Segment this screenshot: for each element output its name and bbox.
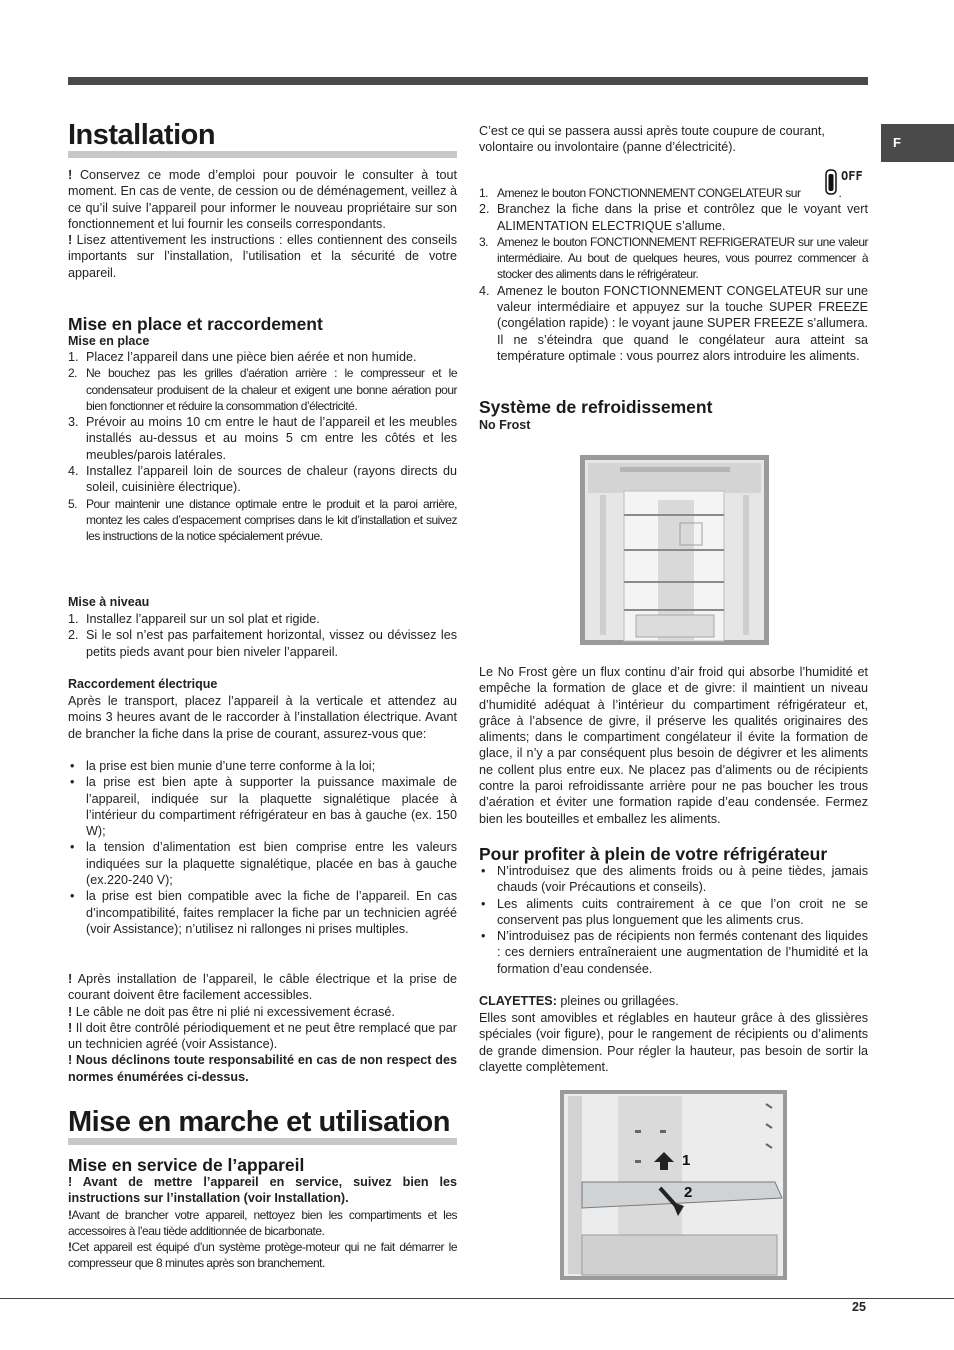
startup-continued: C’est ce qui se passera aussi après toute coupure de courant, volontaire ou involontaire (panne d’électricité). (479, 124, 825, 155)
header-rule (68, 77, 868, 85)
warning-para: ! Il doit être contrôlé périodiquement et ne peut être remplacé que par un technicien agréé (voir Assistance). (68, 1020, 457, 1052)
warning-para: ! Le câble ne doit pas être ni plié ni excessivement écrasé. (68, 1004, 395, 1019)
list-item: 1. Placez l’appareil dans une pièce bien aérée et non humide. (68, 350, 417, 364)
list-item: • Les aliments cuits contrairement à ce que l’on croit ne se conservent pas plus longuement que les aliments crus. (481, 896, 868, 927)
cooling-heading: Système de refroidissement (479, 397, 713, 417)
figure-label-1: 1 (682, 1152, 691, 1169)
startup-paras (68, 1174, 457, 1272)
list-item: • la prise est bien compatible avec la fiche de l’appareil. En cas d’incompatibilité, faites remplacer la fiche par un technicien agréé (voir Assistance); n’utilisez ni rallonges ni prises multiples. (70, 889, 457, 936)
level-list (68, 611, 457, 660)
placement-heading: Mise en place et raccordement (68, 314, 323, 334)
cooling-subheading: No Frost (479, 418, 531, 432)
list-item: • la prise est bien apte à supporter la puissance maximale de l’appareil, indiquée sur la plaquette signalétique placée à l’intérieur du compartiment réfrigérateur en bas à gauche (ex. 150 W); (70, 775, 457, 839)
list-item: 2. Si le sol n’est pas parfaitement horizontal, vissez ou dévissez les petits pieds avant pour bien niveler l’appareil. (68, 628, 457, 659)
figure-label-2: 2 (684, 1184, 693, 1201)
startup-para: !Cet appareil est équipé d’un système protège-moteur qui ne fait démarrer le compresseur que 8 minutes après son branchement. (68, 1240, 457, 1271)
footer-rule (0, 1298, 954, 1299)
startup-heading: Mise en service de l’appareil (68, 1155, 305, 1175)
warning-para: ! Après installation de l’appareil, le câble électrique et la prise de courant doivent être facilement accessibles. (68, 972, 457, 1003)
list-item: • la prise est bien munie d’une terre conforme à la loi; (70, 759, 376, 773)
placement-list (68, 349, 457, 545)
cooling-text: Le No Frost gère un flux continu d’air froid qui absorbe l’humidité et empêche la formation de glace et de givre: il maintient un niveau d’humidité adéquat à l’intérieur du compartiment réfrigérateur et, grâce à l’absence de givre, il préserve les qualités originaires des aliments; dans le compartiment congélateur il évite la formation de glace, il n’y a par conséquent plus besoin de dégivrer et les aliments ne collent plus entre eux. Ne placez pas d’aliments ou de récipients contre la paroi refroidissante arrière pour ne pas boucher les trous d’aération et éviter une formation rapide d’eau condensée. Fermez bien les bouteilles et emballez les aliments. (479, 665, 868, 826)
fridge-bullets (479, 863, 868, 977)
installation-title: Installation (68, 119, 457, 158)
list-item: 3. Amenez le bouton FONCTIONNEMENT REFRIGERATEUR sur une valeur intermédiaire. Au bout de quelques heures, vous pourrez commencer à stocker des aliments dans le réfrigérateur. (479, 234, 868, 282)
fridge-interior-illustration (580, 455, 769, 645)
startup-title: Mise en marche et utilisation (68, 1106, 457, 1145)
electric-subheading: Raccordement électrique (68, 677, 218, 691)
list-item: • N’introduisez que des aliments froids ou à peine tièdes, jamais chauds (voir Précautions et conseils). (481, 864, 868, 895)
warning-para: ! Nous déclinons toute responsabilité en cas de non respect des normes énumérées ci-dessus. (68, 1053, 457, 1084)
startup-para: ! Avant de mettre l’appareil en service, suivez bien les instructions sur l’installation (voir Installation). (68, 1175, 457, 1206)
list-item: • la tension d’alimentation est bien comprise entre les valeurs indiquées sur la plaquette signalétique, placée en bas à gauche (ex.220-240 V); (70, 840, 457, 888)
intro-para-1: ! Conservez ce mode d’emploi pour pouvoir le consulter à tout moment. En cas de vente, de cession ou de déménagement, veillez à ce qu’il suive l’appareil pour informer le nouveau propriétaire sur son fonctionnement et lui fournir les conseils correspondants. (68, 168, 457, 231)
fridge-heading: Pour profiter à plein de votre réfrigérateur (479, 844, 828, 864)
startup-para: !Avant de brancher votre appareil, nettoyez bien les compartiments et les accessoires à l’eau tiède additionnée de bicarbonate. (68, 1207, 457, 1238)
list-item: 3. Prévoir au moins 10 cm entre le haut de l’appareil et les meubles installés au-dessus et au moins 5 cm entre les côtés et les meubles/parois latérales. (68, 415, 457, 462)
installation-warnings (68, 971, 457, 1085)
startup-steps (479, 185, 868, 364)
electric-intro: Après le transport, placez l’appareil à la verticale et attendez au moins 3 heures avant de le raccorder à l’installation électrique. Avant de brancher la fiche dans la prise de courant, assurez-vous que: (68, 694, 457, 741)
off-label: OFF (841, 169, 863, 183)
list-item: 4. Amenez le bouton FONCTIONNEMENT CONGELATEUR sur une valeur intermédiaire et appuyez sur la touche SUPER FREEZE (congélation rapide) : le voyant jaune SUPER FREEZE s’allumera. Il ne s’éteindra que quand le congélateur aura atteint sa température optimale : vous pourrez alors introduire les aliments. (479, 283, 868, 363)
intro-para-2: ! Lisez attentivement les instructions : elles contiennent des conseils importants sur l’installation, l’utilisation et la sécurité de votre appareil. (68, 233, 457, 280)
list-item: 2. Branchez la fiche dans la prise et contrôlez que le voyant vert ALIMENTATION ELECTRIQUE s’allume. (479, 202, 868, 233)
page-number: 25 (852, 1300, 866, 1314)
list-item: 5. Pour maintenir une distance optimale entre le produit et la paroi arrière, montez les cales d’espacement comprises dans le kit d’installation et suivez les instructions de la notice spécialement prévue. (68, 496, 457, 544)
list-item: 1. Amenez le bouton FONCTIONNEMENT CONGELATEUR sur . (479, 186, 842, 200)
list-item: 1. Installez l’appareil sur un sol plat et rigide. (68, 612, 320, 626)
list-item: • N’introduisez pas de récipients non fermés contenant des liquides : ces derniers entraîneraient une augmentation de l’humidité et la formation d’eau condensée. (481, 929, 868, 976)
shelf-adjust-illustration (560, 1090, 787, 1280)
shelves-text: Elles sont amovibles et réglables en hauteur grâce à des glissières spéciales (voir figure), pour le rangement de récipients ou d’aliments de grande dimension. Pour régler la hauteur, pas besoin de sortir la clayette complètement. (479, 1011, 868, 1074)
level-subheading: Mise à niveau (68, 595, 150, 609)
installation-intro (68, 167, 457, 281)
list-item: 2. Ne bouchez pas les grilles d’aération arrière : le compresseur et le condensateur produisent de la chaleur et exigent une bonne aération pour bien fonctionner et réduire la consommation d’électricité. (68, 366, 457, 413)
list-item: 4. Installez l’appareil loin de sources de chaleur (rayons directs du soleil, cuisinière électrique). (68, 464, 457, 495)
placement-subheading: Mise en place (68, 334, 150, 348)
shelves-line: CLAYETTES: pleines ou grillagées. (479, 994, 679, 1008)
electric-bullets (68, 758, 457, 937)
language-tab: F (881, 124, 954, 162)
